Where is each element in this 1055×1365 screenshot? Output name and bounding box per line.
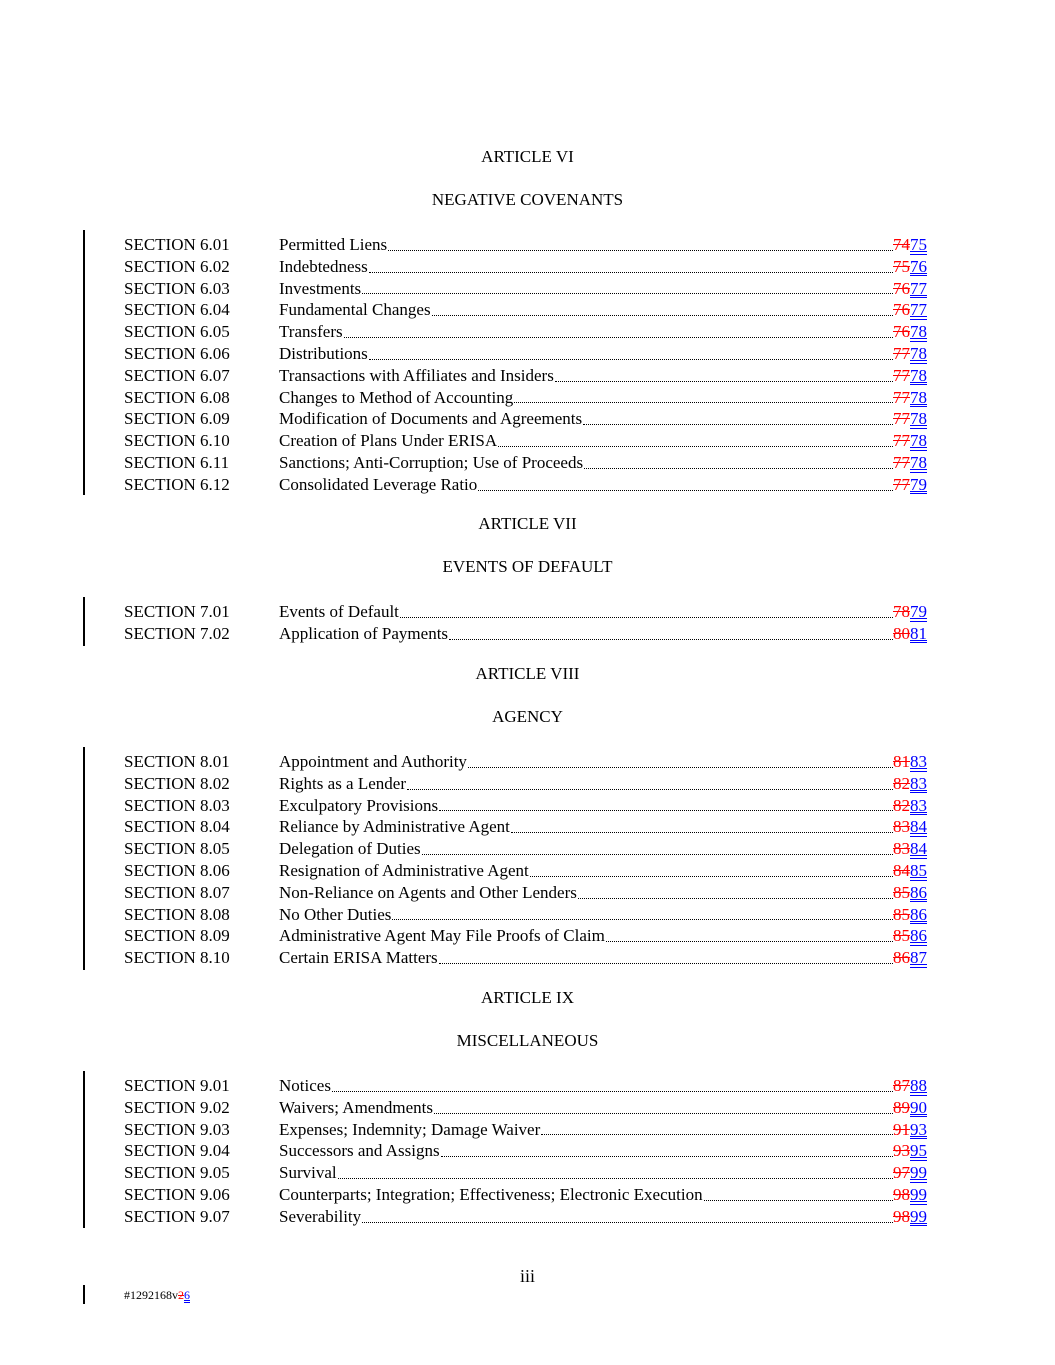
page-ref[interactable] bbox=[893, 1075, 927, 1097]
page-ref[interactable] bbox=[893, 321, 927, 343]
page-new[interactable]: 81 bbox=[910, 623, 927, 643]
section-number: SECTION 9.05 bbox=[124, 1163, 230, 1183]
toc-row[interactable] bbox=[0, 882, 1055, 904]
page-old: 77 bbox=[893, 452, 910, 472]
page-ref[interactable] bbox=[893, 452, 927, 474]
section-number: SECTION 8.10 bbox=[124, 948, 230, 968]
section-title: Permitted Liens bbox=[279, 235, 388, 254]
page-ref[interactable] bbox=[893, 1184, 927, 1206]
page-old: 86 bbox=[893, 948, 910, 968]
toc-row[interactable] bbox=[0, 474, 1055, 496]
section-title: Resignation of Administrative Agent bbox=[279, 860, 529, 880]
toc-row[interactable] bbox=[0, 623, 1055, 645]
section-number: SECTION 8.08 bbox=[124, 904, 230, 924]
section-title: Indebtedness bbox=[279, 256, 368, 276]
page-new[interactable]: 90 bbox=[910, 1097, 927, 1117]
section-title: Modification of Documents and Agreements bbox=[279, 409, 583, 429]
page-ref[interactable] bbox=[893, 256, 927, 278]
section-number: SECTION 7.02 bbox=[124, 623, 230, 643]
page-old: 82 bbox=[893, 795, 910, 815]
dot-leader bbox=[432, 315, 893, 316]
article-title: ARTICLE VII bbox=[478, 514, 577, 533]
page-ref[interactable] bbox=[893, 1097, 927, 1119]
section-title: Certain ERISA Matters bbox=[279, 948, 438, 968]
page-ref[interactable] bbox=[893, 278, 927, 300]
page-ref[interactable] bbox=[893, 1119, 927, 1141]
section-title: Creation of Plans Under ERISA bbox=[279, 431, 498, 451]
page-old: 83 bbox=[893, 839, 910, 859]
toc-row[interactable] bbox=[0, 773, 1055, 795]
toc-row[interactable] bbox=[0, 234, 1055, 256]
section-title: Severability bbox=[279, 1206, 362, 1226]
section-number: SECTION 9.07 bbox=[124, 1206, 230, 1226]
section-number: SECTION 9.01 bbox=[124, 1076, 230, 1095]
section-title: Notices bbox=[279, 1076, 331, 1095]
section-title: Investments bbox=[279, 278, 362, 298]
section-title: Reliance by Administrative Agent bbox=[279, 817, 510, 837]
page-ref[interactable] bbox=[893, 904, 927, 926]
page-old: 77 bbox=[893, 365, 910, 385]
page-ref[interactable] bbox=[893, 601, 927, 623]
page-ref[interactable] bbox=[893, 1162, 927, 1184]
section-number: SECTION 6.10 bbox=[124, 431, 230, 451]
page-number: iii bbox=[519, 1266, 535, 1286]
section-number: SECTION 9.03 bbox=[124, 1119, 230, 1139]
dot-leader bbox=[555, 381, 893, 382]
page-old: 77 bbox=[893, 343, 910, 363]
toc-row[interactable] bbox=[0, 904, 1055, 926]
toc-row[interactable] bbox=[0, 408, 1055, 430]
section-title: Transfers bbox=[279, 322, 343, 342]
section-number: SECTION 7.01 bbox=[124, 602, 230, 621]
page-new[interactable]: 86 bbox=[910, 882, 927, 902]
toc-row[interactable] bbox=[0, 1140, 1055, 1162]
section-number: SECTION 6.06 bbox=[124, 343, 230, 363]
page-new[interactable]: 83 bbox=[910, 773, 927, 793]
page-new[interactable]: 78 bbox=[910, 365, 927, 385]
section-title: Changes to Method of Accounting bbox=[279, 387, 514, 407]
dot-leader bbox=[332, 1091, 893, 1092]
toc-row[interactable] bbox=[0, 278, 1055, 300]
section-number: SECTION 8.01 bbox=[124, 752, 230, 771]
page-ref[interactable] bbox=[893, 751, 927, 773]
page-old: 89 bbox=[893, 1097, 910, 1117]
section-number: SECTION 8.05 bbox=[124, 839, 230, 859]
section-title: Fundamental Changes bbox=[279, 300, 431, 320]
dot-leader bbox=[583, 424, 893, 425]
dot-leader bbox=[338, 1178, 893, 1179]
section-list bbox=[0, 234, 1055, 496]
dot-leader bbox=[362, 1222, 893, 1223]
page-new[interactable]: 78 bbox=[910, 431, 927, 451]
dot-leader bbox=[369, 359, 893, 360]
section-title: Distributions bbox=[279, 343, 368, 363]
section-title: Exculpatory Provisions bbox=[279, 795, 439, 815]
page-old: 76 bbox=[893, 322, 910, 342]
toc-row[interactable] bbox=[0, 601, 1055, 623]
section-number: SECTION 6.05 bbox=[124, 322, 230, 342]
page-new[interactable]: 99 bbox=[910, 1163, 927, 1183]
page-new[interactable]: 95 bbox=[910, 1141, 927, 1161]
toc-row[interactable] bbox=[0, 321, 1055, 343]
section-number: SECTION 9.04 bbox=[124, 1141, 230, 1161]
page-old: 76 bbox=[893, 278, 910, 298]
page-new[interactable]: 79 bbox=[910, 602, 927, 621]
document-id bbox=[124, 1287, 190, 1303]
section-title: Events of Default bbox=[279, 602, 399, 621]
dot-leader bbox=[514, 402, 893, 403]
article-title: ARTICLE IX bbox=[481, 988, 574, 1007]
page-ref[interactable] bbox=[893, 773, 927, 795]
page-new[interactable]: 88 bbox=[910, 1076, 927, 1095]
page-old: 84 bbox=[893, 860, 910, 880]
doc-id-old-version: 2 bbox=[178, 1288, 184, 1302]
page-new[interactable]: 99 bbox=[910, 1184, 927, 1204]
article-subtitle: EVENTS OF DEFAULT bbox=[442, 557, 613, 576]
page-new[interactable]: 79 bbox=[910, 474, 927, 494]
section-title: Delegation of Duties bbox=[279, 839, 421, 859]
page-old: 87 bbox=[893, 1076, 910, 1095]
section-title: Application of Payments bbox=[279, 623, 449, 643]
toc-row[interactable] bbox=[0, 1162, 1055, 1184]
page-ref[interactable] bbox=[893, 365, 927, 387]
dot-leader bbox=[388, 250, 893, 251]
page-ref[interactable] bbox=[893, 925, 927, 947]
article-subtitle: NEGATIVE COVENANTS bbox=[431, 190, 624, 209]
page-new[interactable]: 86 bbox=[910, 904, 927, 924]
page-new[interactable]: 87 bbox=[910, 948, 927, 968]
page-old: 82 bbox=[893, 773, 910, 793]
toc-row[interactable] bbox=[0, 1097, 1055, 1119]
dot-leader bbox=[441, 1156, 893, 1157]
page-old: 85 bbox=[893, 904, 910, 924]
page-old: 97 bbox=[893, 1163, 910, 1183]
page-old: 98 bbox=[893, 1206, 910, 1226]
dot-leader bbox=[407, 789, 893, 790]
toc-row[interactable] bbox=[0, 751, 1055, 773]
page-new[interactable]: 77 bbox=[910, 300, 927, 320]
page-old: 77 bbox=[893, 409, 910, 429]
page-old: 74 bbox=[893, 235, 910, 254]
article-title: ARTICLE VI bbox=[481, 147, 574, 166]
page-new[interactable]: 78 bbox=[910, 452, 927, 472]
page-old: 77 bbox=[893, 387, 910, 407]
toc-row[interactable] bbox=[0, 1075, 1055, 1097]
section-number: SECTION 6.01 bbox=[124, 235, 230, 254]
dot-leader bbox=[362, 293, 893, 294]
dot-leader bbox=[704, 1200, 893, 1201]
section-title: Successors and Assigns bbox=[279, 1141, 440, 1161]
page-ref[interactable] bbox=[893, 234, 927, 256]
section-number: SECTION 8.02 bbox=[124, 773, 230, 793]
section-list bbox=[0, 751, 1055, 969]
section-number: SECTION 8.03 bbox=[124, 795, 230, 815]
page-ref[interactable] bbox=[893, 474, 927, 496]
section-title: Sanctions; Anti-Corruption; Use of Proceeds bbox=[279, 452, 584, 472]
dot-leader bbox=[498, 446, 893, 447]
page-old: 80 bbox=[893, 623, 910, 643]
page-new[interactable]: 75 bbox=[910, 235, 927, 254]
dot-leader bbox=[400, 617, 893, 618]
section-number: SECTION 6.02 bbox=[124, 256, 230, 276]
page-ref[interactable] bbox=[893, 1206, 927, 1228]
page-new[interactable]: 76 bbox=[910, 256, 927, 276]
dot-leader bbox=[439, 963, 893, 964]
dot-leader bbox=[422, 854, 893, 855]
section-number: SECTION 6.09 bbox=[124, 409, 230, 429]
dot-leader bbox=[439, 810, 893, 811]
section-title: Survival bbox=[279, 1163, 337, 1183]
toc-row[interactable] bbox=[0, 452, 1055, 474]
section-number: SECTION 6.08 bbox=[124, 387, 230, 407]
section-number: SECTION 6.11 bbox=[124, 452, 230, 472]
page-old: 77 bbox=[893, 474, 910, 494]
section-number: SECTION 8.06 bbox=[124, 860, 230, 880]
page-ref[interactable] bbox=[893, 343, 927, 365]
dot-leader bbox=[578, 898, 893, 899]
page-old: 98 bbox=[893, 1184, 910, 1204]
section-number: SECTION 9.02 bbox=[124, 1097, 230, 1117]
page-ref[interactable] bbox=[893, 408, 927, 430]
toc-row[interactable] bbox=[0, 1184, 1055, 1206]
toc-row[interactable] bbox=[0, 299, 1055, 321]
page-old: 77 bbox=[893, 431, 910, 451]
dot-leader bbox=[434, 1113, 893, 1114]
page-new[interactable]: 84 bbox=[910, 839, 927, 859]
dot-leader bbox=[344, 337, 893, 338]
section-title: Non-Reliance on Agents and Other Lenders bbox=[279, 882, 577, 902]
section-title: Waivers; Amendments bbox=[279, 1097, 433, 1117]
page-new[interactable]: 83 bbox=[910, 752, 927, 771]
page-ref[interactable] bbox=[893, 387, 927, 409]
toc-row[interactable] bbox=[0, 860, 1055, 882]
page-old: 85 bbox=[893, 926, 910, 946]
section-number: SECTION 6.12 bbox=[124, 474, 230, 494]
page-ref[interactable] bbox=[893, 860, 927, 882]
dot-leader bbox=[606, 941, 893, 942]
section-number: SECTION 9.06 bbox=[124, 1184, 230, 1204]
section-title: Rights as a Lender bbox=[279, 773, 406, 793]
section-title: Appointment and Authority bbox=[279, 752, 467, 771]
section-number: SECTION 6.03 bbox=[124, 278, 230, 298]
page-new[interactable]: 77 bbox=[910, 278, 927, 298]
article-title: ARTICLE VIII bbox=[475, 664, 580, 683]
section-number: SECTION 8.04 bbox=[124, 817, 230, 837]
toc-row[interactable] bbox=[0, 1119, 1055, 1141]
page-ref[interactable] bbox=[893, 838, 927, 860]
toc-row[interactable] bbox=[0, 343, 1055, 365]
doc-id-prefix: #1292168v bbox=[124, 1288, 178, 1302]
page-old: 93 bbox=[893, 1141, 910, 1161]
page-old: 76 bbox=[893, 300, 910, 320]
toc-row[interactable] bbox=[0, 947, 1055, 969]
dot-leader bbox=[478, 490, 893, 491]
page-old: 81 bbox=[893, 752, 910, 771]
toc-row[interactable] bbox=[0, 1206, 1055, 1228]
dot-leader bbox=[449, 639, 893, 640]
dot-leader bbox=[511, 832, 893, 833]
toc-row[interactable] bbox=[0, 387, 1055, 409]
dot-leader bbox=[541, 1134, 893, 1135]
section-number: SECTION 6.04 bbox=[124, 300, 230, 320]
page-old: 75 bbox=[893, 256, 910, 276]
section-list bbox=[0, 601, 1055, 645]
page-ref[interactable] bbox=[893, 299, 927, 321]
toc-row[interactable] bbox=[0, 838, 1055, 860]
section-number: SECTION 8.09 bbox=[124, 926, 230, 946]
toc-row[interactable] bbox=[0, 816, 1055, 838]
page-ref[interactable] bbox=[893, 795, 927, 817]
page-new[interactable]: 99 bbox=[910, 1206, 927, 1226]
article-subtitle: AGENCY bbox=[492, 707, 563, 726]
page-old: 91 bbox=[893, 1119, 910, 1139]
toc-row[interactable] bbox=[0, 925, 1055, 947]
dot-leader bbox=[392, 919, 893, 920]
article-subtitle: MISCELLANEOUS bbox=[456, 1031, 599, 1050]
page-new[interactable]: 86 bbox=[910, 926, 927, 946]
page-ref[interactable] bbox=[893, 947, 927, 969]
dot-leader bbox=[369, 272, 893, 273]
toc-row[interactable] bbox=[0, 430, 1055, 452]
page-old: 83 bbox=[893, 817, 910, 837]
change-bar bbox=[83, 1285, 85, 1304]
page-new[interactable]: 83 bbox=[910, 795, 927, 815]
page-new[interactable]: 84 bbox=[910, 817, 927, 837]
section-title: No Other Duties bbox=[279, 904, 392, 924]
toc-row[interactable] bbox=[0, 365, 1055, 387]
page-new[interactable]: 78 bbox=[910, 322, 927, 342]
section-title: Consolidated Leverage Ratio bbox=[279, 474, 478, 494]
section-number: SECTION 8.07 bbox=[124, 882, 230, 902]
dot-leader bbox=[468, 767, 893, 768]
doc-id-new-version: 6 bbox=[184, 1288, 190, 1302]
section-title: Administrative Agent May File Proofs of Claim bbox=[279, 926, 605, 946]
page-ref[interactable] bbox=[893, 623, 927, 645]
page-new[interactable]: 78 bbox=[910, 387, 927, 407]
dot-leader bbox=[530, 876, 893, 877]
page-ref[interactable] bbox=[893, 430, 927, 452]
section-number: SECTION 6.07 bbox=[124, 365, 230, 385]
section-list bbox=[0, 1075, 1055, 1228]
page-ref[interactable] bbox=[893, 882, 927, 904]
page-old: 78 bbox=[893, 602, 910, 621]
section-title: Expenses; Indemnity; Damage Waiver bbox=[279, 1119, 541, 1139]
page-new[interactable]: 85 bbox=[910, 860, 927, 880]
page-new[interactable]: 78 bbox=[910, 343, 927, 363]
page-new[interactable]: 93 bbox=[910, 1119, 927, 1139]
page-ref[interactable] bbox=[893, 1140, 927, 1162]
section-title: Counterparts; Integration; Effectiveness; Electronic Execution bbox=[279, 1184, 703, 1204]
dot-leader bbox=[584, 468, 893, 469]
page-new[interactable]: 78 bbox=[910, 409, 927, 429]
toc-row[interactable] bbox=[0, 256, 1055, 278]
page-ref[interactable] bbox=[893, 816, 927, 838]
page-old: 85 bbox=[893, 882, 910, 902]
toc-row[interactable] bbox=[0, 795, 1055, 817]
section-title: Transactions with Affiliates and Insiders bbox=[279, 365, 554, 385]
